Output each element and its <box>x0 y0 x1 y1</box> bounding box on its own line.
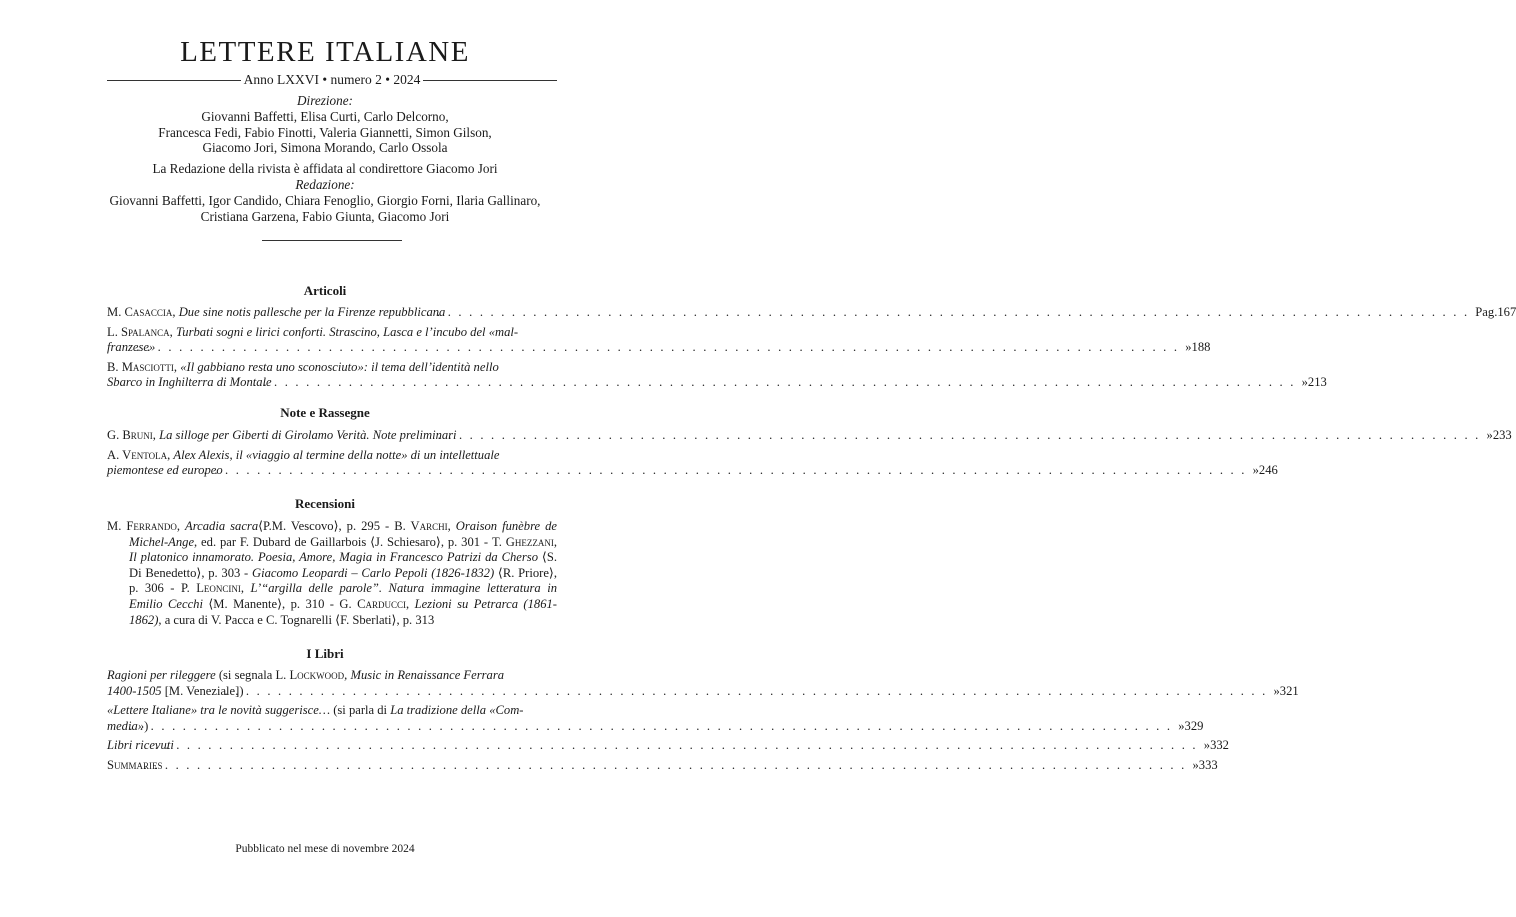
entry-note: [M. Veneziale]) <box>161 683 244 698</box>
leader-dots <box>223 463 1247 479</box>
page-number: 333 <box>1198 757 1218 772</box>
leader-dots <box>445 305 1469 321</box>
review-info: , ed. par F. Dubard de Gaillarbois ⟨J. Schiesaro⟩, p. 301 - <box>194 534 492 549</box>
redazione-block <box>0 177 650 224</box>
entry-title-cont: Sbarco in Inghilterra di Montale <box>107 375 272 390</box>
review-info: ⟨S. Di Benedetto⟩, p. 303 - <box>129 550 557 580</box>
entry-title: , Music in Renaissance Ferrara <box>344 668 505 682</box>
review-title: Arcadia sacra <box>185 519 259 533</box>
leader-dots <box>155 340 1179 356</box>
entry-note: ) <box>144 718 149 733</box>
page-number: 332 <box>1210 738 1229 753</box>
entry-title: Alex Alexis, il «viaggio al termine della notte» di un intellettuale <box>173 447 500 462</box>
section-recensioni: Recensioni <box>295 496 355 511</box>
entry-body <box>107 668 1267 699</box>
pag-marker: » <box>1301 375 1308 390</box>
review-author: P. Leoncini <box>180 581 241 596</box>
entry-title: La tradizione della «Com- <box>390 703 524 718</box>
page-number: 321 <box>1279 683 1299 698</box>
section-note-rassegne: Note e Rassegne <box>280 405 370 420</box>
pag-marker: Pag. <box>1475 305 1498 319</box>
toc-entry[interactable] <box>107 324 1211 356</box>
entry-title: La silloge per Giberti di Girolamo Verità. Note preliminari <box>159 428 457 442</box>
entry-title: Turbati sogni e lirici conforti. Strascino, Lasca e l’incubo del «mal- <box>175 324 519 339</box>
leader-dots <box>272 375 1296 391</box>
entry-title: «Lettere Italiane» tra le novità suggerisce… <box>107 703 331 718</box>
entry-author: Lockwood <box>289 668 345 682</box>
publication-note: Pubblicato nel mese di novembre 2024 <box>235 843 415 855</box>
review-title: L’“argilla delle parole”. Natura immagine letteratura in Emilio Cecchi <box>129 581 557 611</box>
review-author: B. Varchi <box>394 519 448 533</box>
issue-line <box>107 72 557 88</box>
right-rule <box>423 80 557 81</box>
toc-entry[interactable] <box>107 738 1229 754</box>
entry-note: (si segnala L. <box>215 668 290 682</box>
pag-marker: » <box>1192 757 1199 772</box>
entry-body: L. Spalanca, Turbati sogni e lirici conforti. Strascino, Lasca e l’incubo del «mal- franzese» . . . <box>107 325 1179 356</box>
direzione-label: Direzione: <box>297 93 353 108</box>
review-info: ⟨R. Priore⟩, p. 306 - <box>129 565 557 596</box>
review-info: , a cura di V. Pacca e C. Tognarelli ⟨F. Sberlati⟩, p. 313 <box>158 612 435 627</box>
entry-body: G. Bruni, La silloge per Giberti di Girolamo Verità. Note preliminari . . . <box>107 428 1481 444</box>
toc-entry[interactable] <box>107 703 1204 734</box>
entry-title-cont: media» <box>107 718 145 733</box>
entry-title-cont: franzese» <box>107 340 156 355</box>
toc-entry[interactable] <box>107 359 1327 391</box>
left-rule <box>107 80 241 81</box>
entry-title: Due sine notis pallesche per la Firenze repubblicana <box>178 305 446 319</box>
libri-list <box>107 668 1299 774</box>
entry-author: A. Ventola <box>107 447 168 462</box>
pag-marker: » <box>1185 340 1192 355</box>
leader-dots <box>174 738 1198 754</box>
toc-entry[interactable] <box>107 305 1516 321</box>
journal-title: LETTERE ITALIANE <box>180 36 470 68</box>
direzione-line: Giacomo Jori, Simona Morando, Carlo Ossola <box>202 140 448 156</box>
review-author: M. Ferrando <box>107 519 177 533</box>
pag-marker: » <box>1178 718 1185 733</box>
entry-author: B. Masciotti <box>107 359 174 374</box>
direzione-line: Giovanni Baffetti, Elisa Curti, Carlo Delcorno, <box>201 108 449 124</box>
section-libri: I Libri <box>306 646 344 661</box>
entry-body: M. Casaccia, Due sine notis pallesche per la Firenze repubblicana . . . <box>107 305 1469 321</box>
toc-entry[interactable] <box>107 757 1218 774</box>
entry-title: «Il gabbiano resta uno sconosciuto»: il tema dell’identità nello <box>180 359 499 374</box>
entry-note: (si parla di <box>330 703 391 718</box>
entry-title-cont: piemontese ed europeo <box>107 463 223 478</box>
entry-title: Summaries <box>107 757 163 772</box>
note-rassegne-list <box>107 428 1512 479</box>
redazione-line: Cristiana Garzena, Fabio Giunta, Giacomo Jori <box>200 208 450 224</box>
pag-marker: » <box>1252 463 1259 478</box>
review-title: Giacomo Leopardi – Carlo Pepoli (1826-1832) <box>252 565 495 580</box>
pag-marker: » <box>1486 428 1493 442</box>
direzione-line: Francesca Fedi, Fabio Finotti, Valeria Giannetti, Simon Gilson, <box>158 124 492 140</box>
entry-title: Libri ricevuti <box>107 738 174 753</box>
leader-dots <box>457 428 1481 444</box>
review-info: ⟨M. Manente⟩, p. 310 - <box>202 596 340 611</box>
toc-entry[interactable] <box>107 428 1512 444</box>
page-number: 213 <box>1307 375 1327 390</box>
entry-body <box>107 758 1186 774</box>
leader-dots <box>148 719 1172 735</box>
redazione-line: Giovanni Baffetti, Igor Candido, Chiara Fenoglio, Giorgio Forni, Ilaria Gallinaro, <box>109 192 541 208</box>
entry-body <box>107 738 1198 754</box>
recensioni-paragraph[interactable]: M. Ferrando, Arcadia sacra⟨P.M. Vescovo⟩, p. 295 - B. Varchi, Oraison funèbre de Michel-Ange, ed. par F. Dubard de Gaillarbois ⟨J. Schiesaro⟩, p. 301 - T. Ghezzani, Il platonico innamorato. Poesia, Amore, Magia in Francesco Patrizi da Cherso ⟨S. Di Benedetto⟩, p. 303 - Giacomo Leopardi – Carlo Pepoli (1826-1832) ⟨R. Priore⟩, p. 306 - P. Leoncini, L’“argilla delle parole”. Natura immagine letteratura in Emilio Cecchi ⟨M. Manente⟩, p. 310 - G. Carducci, Lezioni su Petrarca (1861-1862), a cura di V. Pacca e C. Tognarelli ⟨F. Sberlati⟩, p. 313 <box>107 519 558 627</box>
entry-body: B. Masciotti, «Il gabbiano resta uno sconosciuto»: il tema dell’identità nello Sbarco in Inghilterra di Montale . . . <box>107 360 1296 391</box>
entry-author: M. Casaccia <box>107 305 173 319</box>
review-title: Lezioni su Petrarca (1861-1862) <box>129 596 558 627</box>
articoli-list <box>107 305 1516 391</box>
entry-body: A. Ventola, Alex Alexis, il «viaggio al termine della notte» di un intellettuale piemontese ed europeo . . . <box>107 448 1247 479</box>
separator-rule <box>262 240 402 241</box>
redazione-label: Redazione: <box>295 177 355 192</box>
pag-marker: » <box>1273 683 1280 698</box>
review-title: Oraison funèbre de Michel-Ange <box>129 519 557 549</box>
review-title: Il platonico innamorato. Poesia, Amore, Magia in Francesco Patrizi da Cherso <box>129 550 538 565</box>
page-number: 167 <box>1497 305 1516 319</box>
page-number: 329 <box>1184 718 1204 733</box>
review-author: T. Ghezzani <box>491 534 554 549</box>
toc-entry[interactable] <box>107 668 1299 699</box>
issue-info: Anno LXXVI • numero 2 • 2024 <box>243 72 421 87</box>
leader-dots <box>163 758 1187 774</box>
review-author: G. Carducci <box>339 596 406 611</box>
toc-entry[interactable] <box>107 447 1278 479</box>
entry-author: L. Spalanca <box>107 324 170 339</box>
entry-title: Ragioni per rileggere <box>107 668 216 682</box>
page-number: 233 <box>1492 428 1512 442</box>
pag-marker: » <box>1203 738 1211 753</box>
entry-title-cont: 1400-1505 <box>107 683 162 698</box>
page-number: 246 <box>1258 463 1278 478</box>
redazione-note: La Redazione della rivista è affidata al condirettore Giacomo Jori <box>152 161 498 177</box>
section-articoli: Articoli <box>303 283 347 298</box>
entry-author: G. Bruni <box>107 428 153 442</box>
entry-body <box>107 703 1172 734</box>
direzione-block <box>0 93 650 177</box>
page-number: 188 <box>1191 340 1211 355</box>
review-info: ⟨P.M. Vescovo⟩, p. 295 - <box>258 519 395 533</box>
leader-dots <box>244 684 1268 700</box>
